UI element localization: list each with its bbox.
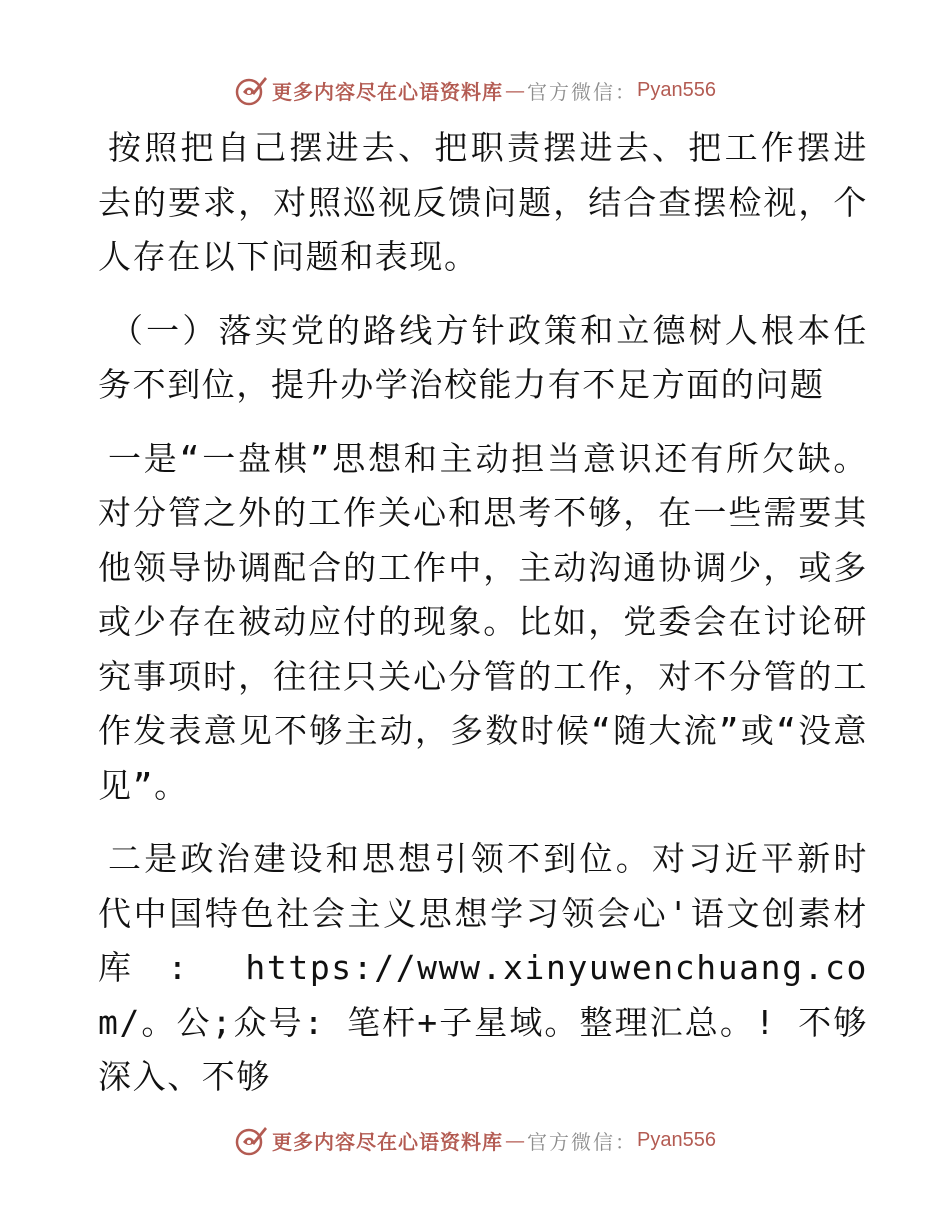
banner-separator: — <box>505 1128 526 1152</box>
banner-wechat-label: 官方微信： <box>527 1129 638 1154</box>
banner-brand-text: 更多内容尽在心语资料库 <box>272 1129 504 1154</box>
paragraph-intro: 按照把自己摆进去、把职责摆进去、把工作摆进去的要求，对照巡视反馈问题，结合查摆检视，个人存在以下问题和表现。 <box>98 128 868 276</box>
banner-wechat-label: 官方微信： <box>527 79 638 104</box>
banner-wechat-account: Pyan556 <box>637 1128 716 1151</box>
banner-wechat-account: Pyan556 <box>637 78 716 101</box>
quill-logo-icon <box>234 1123 268 1157</box>
banner-brand-text: 更多内容尽在心语资料库 <box>272 79 504 104</box>
paragraph-point-one: 一是“一盘棋”思想和主动担当意识还有所欠缺。对分管之外的工作关心和思考不够，在一些需要其他领导协调配合的工作中，主动沟通协调少，或多或少存在被动应付的现象。比如，党委会在讨论研究事项时，往往只关心分管的工作，对不分管的工作发表意见不够主动，多数时候“随大流”或“没意见”。 <box>98 438 868 805</box>
header-banner <box>0 70 950 110</box>
paragraph-point-two: 二是政治建设和思想引领不到位。对习近平新时代中国特色社会主义思想学习领会心'语文创素材库: https://www.xinyuwenchuang.com/。公;众号: 笔杆+子星域。整理汇总。! 不够深入、不够 <box>98 839 868 1096</box>
banner-separator: — <box>505 78 526 102</box>
section-heading: （一）落实党的路线方针政策和立德树人根本任务不到位，提升办学治校能力有不足方面的问题 <box>98 310 868 404</box>
footer-banner <box>0 1120 950 1160</box>
quill-logo-icon <box>234 73 268 107</box>
document-body <box>98 121 868 1105</box>
